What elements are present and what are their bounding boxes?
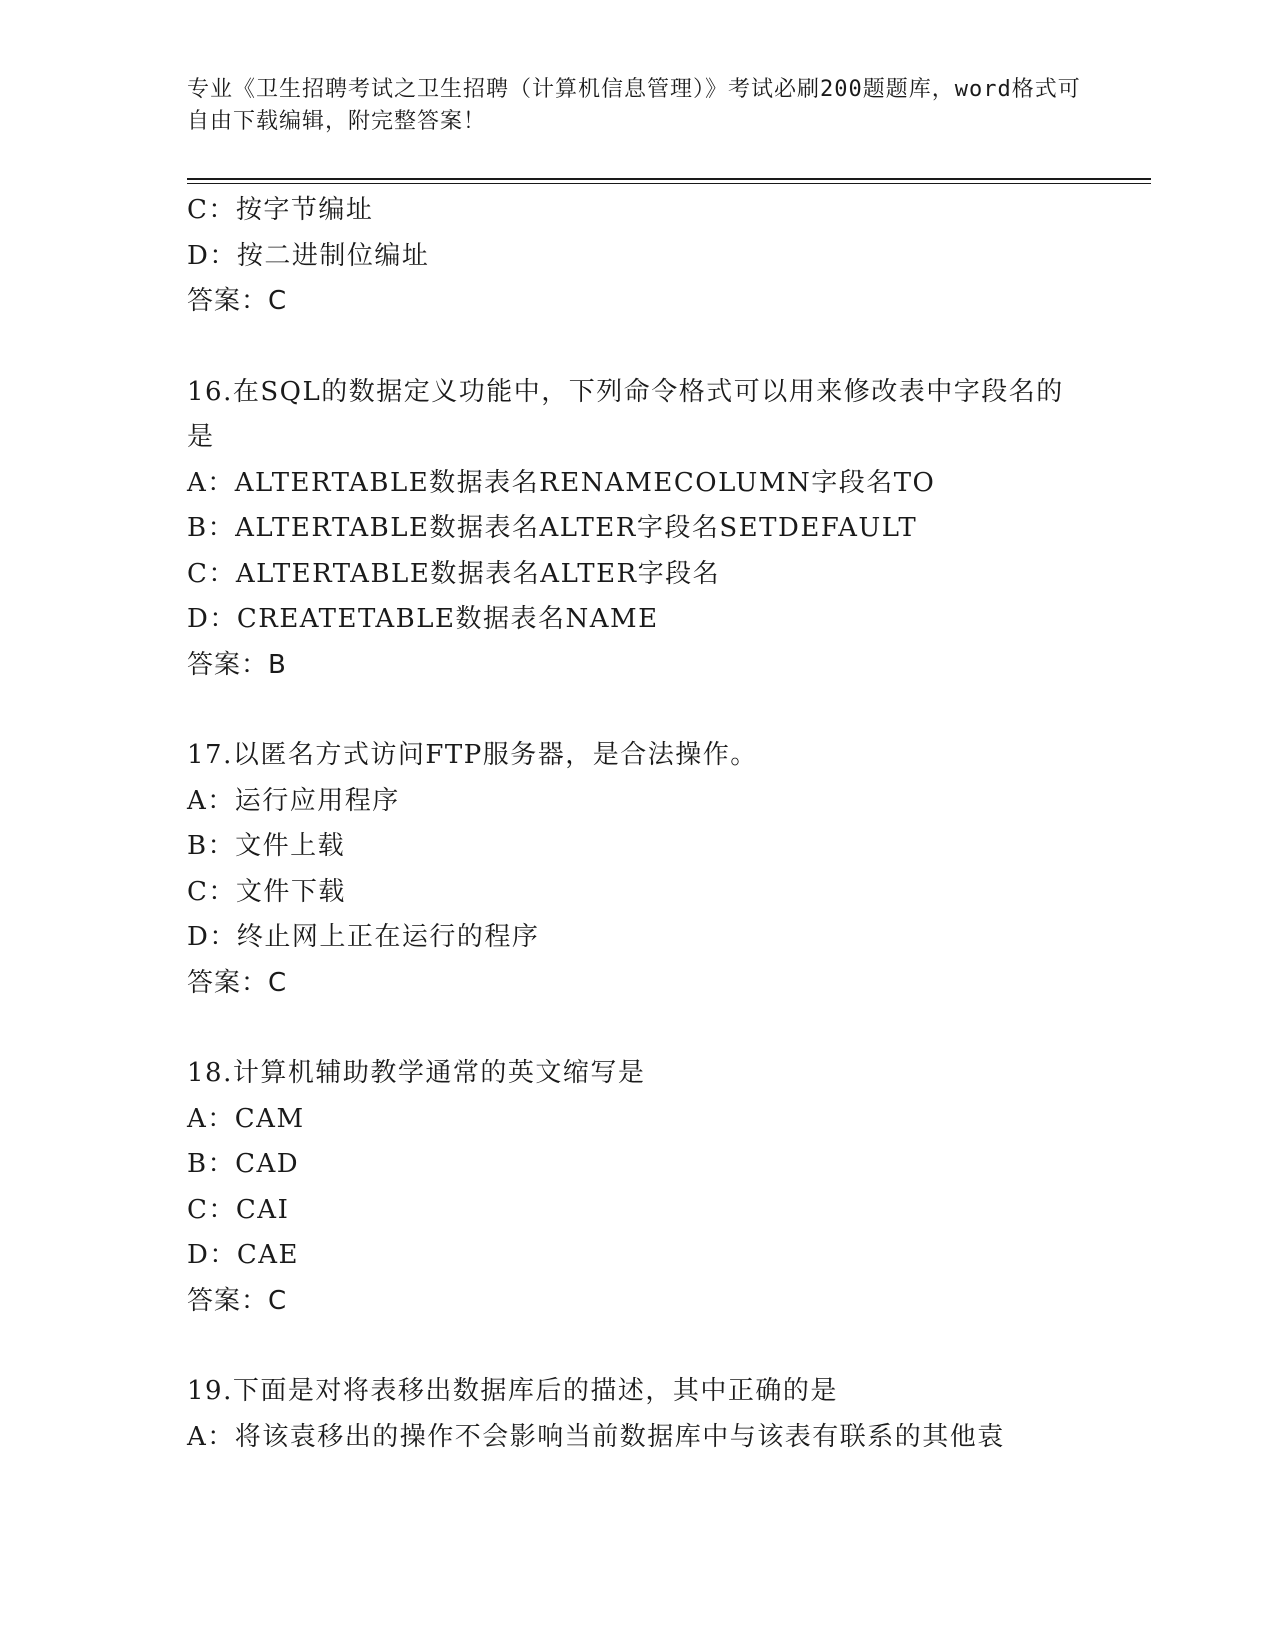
option-d: D：CREATETABLE数据表名NAME — [187, 604, 659, 634]
option-b: B：ALTERTABLE数据表名ALTER字段名SETDEFAULT — [187, 513, 918, 543]
answer-line: 答案：C — [187, 286, 288, 316]
option-c: C：CAI — [187, 1194, 290, 1225]
question-title: 16.在SQL的数据定义功能中，下列命令格式可以用来修改表中字段名的是 — [187, 376, 1064, 452]
question-title: 18.计算机辅助教学通常的英文缩写是 — [187, 1058, 646, 1088]
question-19 — [187, 1369, 1087, 1460]
option-d: D：终止网上正在运行的程序 — [187, 922, 540, 952]
answer-line: 答案：C — [187, 1285, 288, 1316]
option-a: A：CAM — [187, 1103, 305, 1134]
option-c: C：文件下载 — [187, 876, 346, 907]
question-16 — [187, 370, 1087, 689]
option-a: A：运行应用程序 — [187, 785, 400, 816]
question-17 — [187, 733, 1087, 1006]
question-15-tail — [187, 188, 1087, 325]
question-18 — [187, 1051, 1087, 1324]
spacer — [187, 325, 1087, 370]
header-divider-thin — [187, 183, 1151, 184]
spacer — [187, 1324, 1087, 1369]
document-header: 专业《卫生招聘考试之卫生招聘（计算机信息管理）》考试必刷200题题库，word格式可自由下载编辑，附完整答案！ — [187, 77, 1081, 134]
answer-line: 答案：C — [187, 967, 288, 998]
option-a: A：将该袁移出的操作不会影响当前数据库中与该表有联系的其他袁 — [187, 1421, 1005, 1452]
header-divider-thick — [187, 178, 1151, 180]
option-b: B：CAD — [187, 1149, 300, 1179]
spacer — [187, 688, 1087, 733]
spacer — [187, 1006, 1087, 1051]
option-a: A：ALTERTABLE数据表名RENAMECOLUMN字段名TO — [187, 467, 936, 498]
option-d: D：CAE — [187, 1240, 299, 1270]
option-c: C：ALTERTABLE数据表名ALTER字段名 — [187, 558, 721, 589]
option-d: D：按二进制位编址 — [187, 240, 430, 271]
option-c: C：按字节编址 — [187, 195, 374, 225]
question-title: 19.下面是对将表移出数据库后的描述，其中正确的是 — [187, 1376, 838, 1406]
question-title: 17.以匿名方式访问FTP服务器，是合法操作。 — [187, 740, 758, 770]
answer-line: 答案：B — [187, 649, 287, 680]
document-content — [187, 188, 1087, 1460]
option-b: B：文件上载 — [187, 831, 346, 861]
